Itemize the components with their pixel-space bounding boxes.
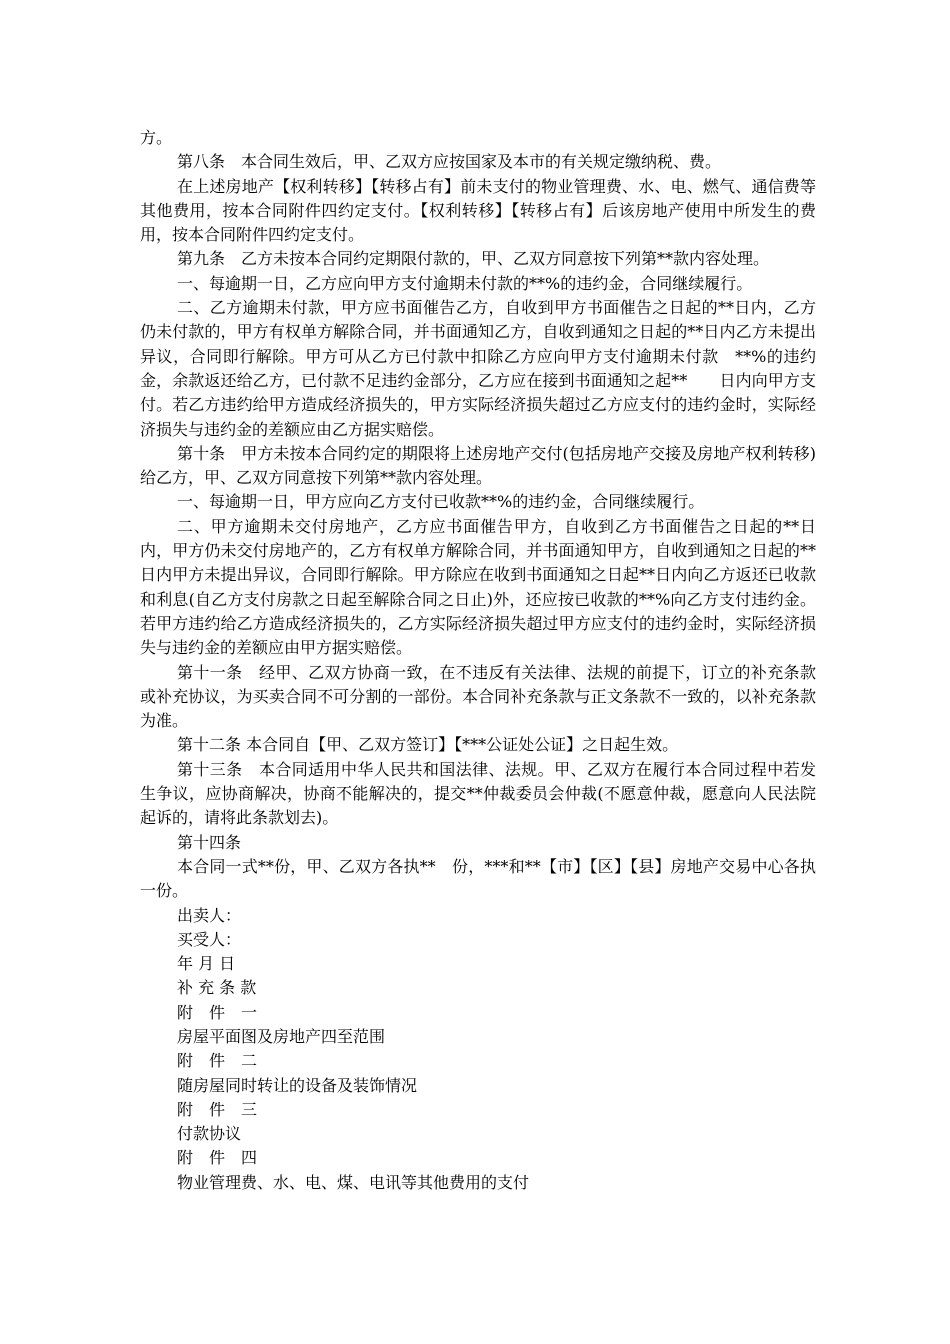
appendix-4-title: 物业管理费、水、电、煤、电讯等其他费用的支付 bbox=[177, 1172, 530, 1192]
article-8-fees: 在上述房地产【权利转移】【转移占有】前未支付的物业管理费、水、电、燃气、通信费等其他费用，按本合同附件四约定支付。【权利转移】【转移占有】后该房地产使用中所发生的费用，按本合同附件四约定支付。 bbox=[140, 176, 816, 245]
appendix-4-heading: 附 件 四 bbox=[177, 1148, 258, 1168]
article-9-clause-2: 二、乙方逾期未付款，甲方应书面催告乙方，自收到甲方书面催告之日起的**日内，乙方仍未付款的，甲方有权单方解除合同，并书面通知乙方，自收到通知之日起的**日内乙方未提出异议，合同即行解除。甲方可从乙方已付款中扣除乙方应向甲方支付逾期未付款 **%的违约金，余款返还给乙方，已付款不足违约金部分，乙方应在接到书面通知之起** 日内向甲方支付。若乙方违约给甲方造成经济损失的，甲方实际经济损失超过乙方应支付的违约金时，实际经济损失与违约金的差额应由乙方据实赔偿。 bbox=[140, 298, 816, 439]
article-11: 第十一条 经甲、乙双方协商一致，在不违反有关法律、法规的前提下，订立的补充条款或补充协议，为买卖合同不可分割的一部份。本合同补充条款与正文条款不一致的，以补充条款为准。 bbox=[140, 662, 816, 731]
article-10-clause-1: 一、每逾期一日，甲方应向乙方支付已收款**%的违约金，合同继续履行。 bbox=[177, 492, 705, 512]
article-8: 第八条 本合同生效后，甲、乙双方应按国家及本市的有关规定缴纳税、费。 bbox=[177, 152, 722, 172]
appendix-3-heading: 附 件 三 bbox=[177, 1099, 258, 1119]
copies-clause: 本合同一式**份，甲、乙双方各执** 份，***和**【市】【区】【县】房地产交易中心各执一份。 bbox=[140, 856, 816, 901]
appendix-2-heading: 附 件 二 bbox=[177, 1051, 258, 1071]
paragraph-continuation: 方。 bbox=[140, 128, 173, 147]
article-12: 第十二条 本合同自【甲、乙双方签订】【***公证处公证】之日起生效。 bbox=[177, 735, 679, 755]
article-9-clause-1: 一、每逾期一日，乙方应向甲方支付逾期未付款的**%的违约金，合同继续履行。 bbox=[177, 273, 753, 293]
appendix-1-heading: 附 件 一 bbox=[177, 1002, 258, 1022]
appendix-2-title: 随房屋同时转让的设备及装饰情况 bbox=[177, 1075, 418, 1095]
seller-label: 出卖人： bbox=[177, 905, 242, 925]
document-page bbox=[140, 126, 816, 1195]
article-10: 第十条 甲方未按本合同约定的期限将上述房地产交付(包括房地产交接及房地产权利转移)给乙方，甲、乙双方同意按下列第**款内容处理。 bbox=[140, 443, 816, 488]
appendix-3-title: 付款协议 bbox=[177, 1124, 242, 1144]
buyer-label: 买受人： bbox=[177, 929, 242, 949]
date-line: 年 月 日 bbox=[177, 954, 236, 974]
article-14: 第十四条 bbox=[177, 832, 242, 852]
article-9: 第九条 乙方未按本合同约定期限付款的，甲、乙双方同意按下列第**款内容处理。 bbox=[177, 249, 770, 269]
article-10-clause-2: 二、甲方逾期未交付房地产，乙方应书面催告甲方，自收到乙方书面催告之日起的**日内，甲方仍未交付房地产的，乙方有权单方解除合同，并书面通知甲方，自收到通知之日起的**日内甲方未提出异议，合同即行解除。甲方除应在收到书面通知之日起**日内向乙方返还已收款和利息(自乙方支付房款之日起至解除合同之日止)外，还应按已收款的**%向乙方支付违约金。若甲方违约给乙方造成经济损失的，乙方实际经济损失超过甲方应支付的违约金时，实际经济损失与违约金的差额应由甲方据实赔偿。 bbox=[140, 516, 816, 658]
appendix-1-title: 房屋平面图及房地产四至范围 bbox=[177, 1026, 386, 1046]
supplementary-terms-heading: 补 充 条 款 bbox=[177, 978, 257, 998]
article-13: 第十三条 本合同适用中华人民共和国法律、法规。甲、乙双方在履行本合同过程中若发生争议，应协商解决，协商不能解决的，提交**仲裁委员会仲裁(不愿意仲裁，愿意向人民法院起诉的，请将此条款划去)。 bbox=[140, 759, 816, 828]
